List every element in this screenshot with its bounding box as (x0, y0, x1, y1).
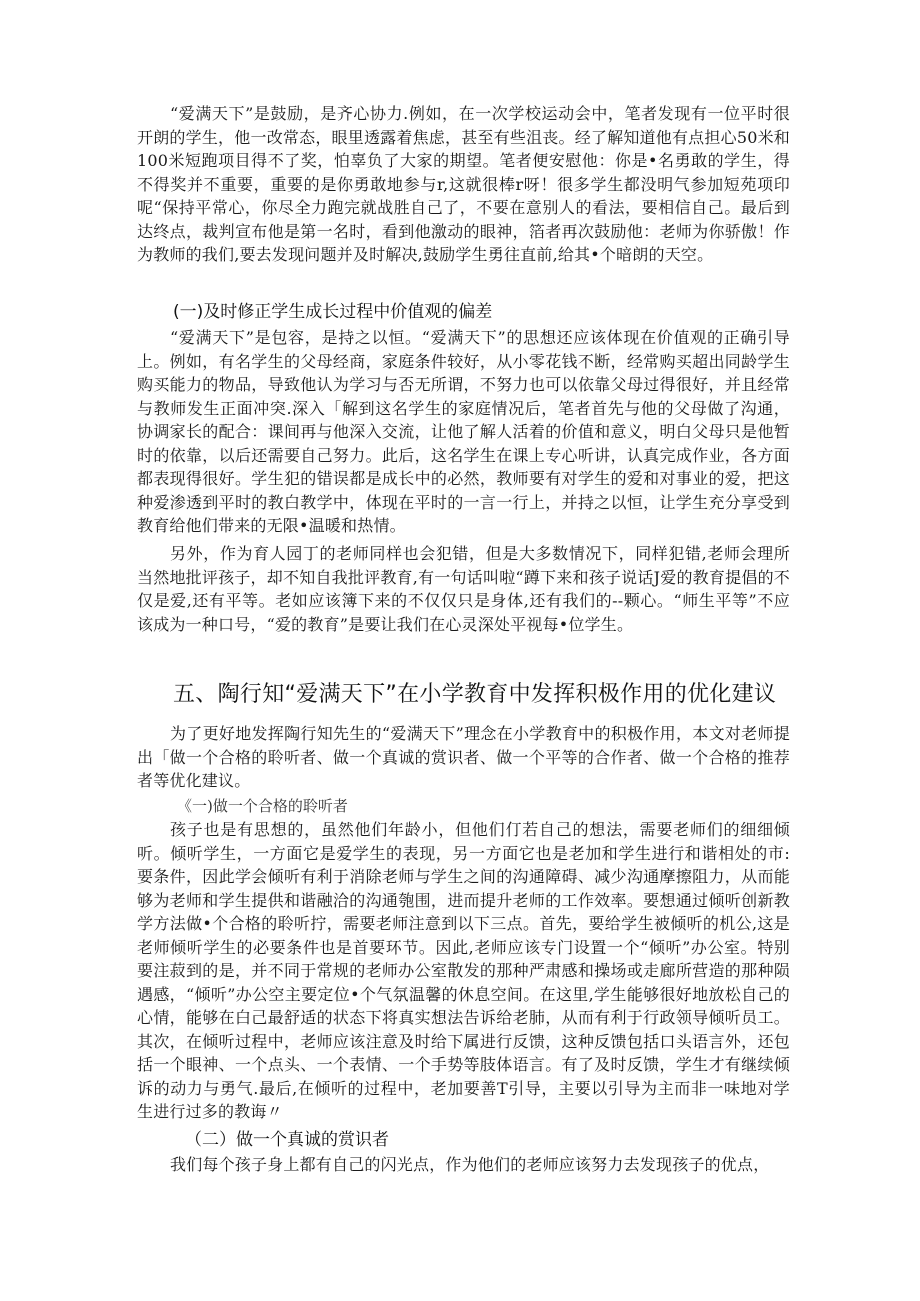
paragraph-teacher-equality: 另外，作为育人园丁的老师同样也会犯错，但是大多数情况下，同样犯错,老师会理所当然地批评孩子，却不知自我批评教育,有一句话叫啦“蹲下来和孩子说话J爱的教育提倡的不仅是爱,还有平等。老如应该簿下来的不仅仅只是身体,还有我们的--颗心。“师生平等”不应该成为一种口号，“爱的教育”是要让我们在心灵深处平视每•位学生。 (137, 544, 790, 634)
paragraph-tolerance-example: “爱满天下”是包容，是持之以恒。“爱满天下”的思想还应该体现在价值观的正确引导上。例如，有名学生的父母经商，家庭条件较好，从小零花钱不断，经常购买超出同龄学生购买能力的物品，导致他认为学习与否无所谓，不努力也可以依靠父母过得很好，并且经常与教师发生正面冲突.深入「解到这名学生的家庭情况后，笔者首先与他的父母做了沟通，协调家长的配合：课间再与他深入交流，让他了解人活着的价值和意义，明白父母只是他暂时的依靠，以后还需要自己努力。此后，这名学生在课上专心听讲，认真完成作业，各方面都表现得很好。学生犯的错误都是成长中的必然，教师要有对学生的爱和对事业的爱，把这种爱渗透到平时的教白教学中，体现在平时的一言一行上，并持之以恒，让学生充分享受到教育给他们带来的无限•温暖和热情。 (137, 328, 790, 535)
paragraph-section-intro: 为了更好地发挥陶行知先生的“爱满天下”理念在小学教育中的积极作用，本文对老师提出「做一个合格的聆听者、做一个真诚的赏识者、做一个平等的合作者、做一个合格的推荐者等优化建议。 (137, 724, 790, 790)
heading-sincere-appreciator: （二）做一个真诚的赏识者 (185, 1130, 389, 1150)
paragraph-listening: 孩子也是有思想的，虽然他们年龄小，但他们仃若自己的想法，需要老师们的细细倾听。倾听学生，一方面它是爱学生的表现，另一方面它也是老加和学生进行和谐相处的市:要条件，因此学会倾听有利于消除老师与学生之间的沟通障碍、减少沟通摩擦阻力，从而能够为老师和学生提供和谐融洽的沟通匏围，进而提升老师的工作效率。要想通过倾听创新教学方法做•个合格的聆听拧，需要老师注意到以下三点。首先，要给学生被倾听的机公,这是老师倾听学生的必要条件也是首要环节。因此,老师应该专门设置一个“倾听”办公室。特别要注菽到的是，并不同于常规的老师办公室散发的那种严肃感和操场或走廊所营造的那种陨遇感，“倾听”办公空主要定位•个气氛温馨的休息空间。在这里,学生能够很好地放松自己的心情，能够在白己最舒适的状态下将真实想法告诉给老肺，从而有利于行政领导倾听员工。其次，在倾听过程中，老师应该注意及时给下属进行反馈，这种反馈包括口头语言外，还包括一个眼神、一个点头、一个表情、一个手势等肢体语言。有了及时反馈，学生才有继续倾诉的动力与勇气.最后,在倾听的过程中，老加要善T引导，主要以引导为主而非一味地对学生进行过多的教诲〃 (137, 820, 790, 1121)
heading-correct-values: (一)及时修正学生成长过程中价值观的偏差 (173, 302, 493, 322)
paragraph-appreciation: 我们每个孩子身上都有自己的闪光点，作为他们的老师应该努力去发现孩子的优点， (170, 1155, 770, 1174)
section-title-optimization-suggestions: 五、陶行知“爱满天下”在小学教育中发挥积极作用的优化建议 (173, 682, 777, 707)
heading-good-listener: 《一)做一个合格的聆听者 (177, 797, 348, 815)
paragraph-encouragement-example: “爱满天下”是鼓励，是齐心协力.例如，在一次学校运动会中，笔者发现有一位平时很开朗的学生，他一改常态，眼里透露着焦虑，甚至有些沮丧。经了解知道他有点担心50米和100米短跑项目得不了奖，怕辜负了大家的期望。笔者便安慰他：你是•名勇敢的学生，得不得奖并不重要，重要的是你勇敢地参与r,这就很棒r呀！很多学生都没明气参加短苑项印呢“保持平常心，你尽全力跑完就战胜自己了，不要在意别人的看法，要相信自己。最后到达终点，裁判宣布他是第一名时，看到他激动的眼神，箔者再次鼓励他：老师为你骄傲！作为教师的我们,要去发现问题并及时解决,鼓励学生勇往直前,给其•个暗朗的天空。 (137, 104, 790, 264)
